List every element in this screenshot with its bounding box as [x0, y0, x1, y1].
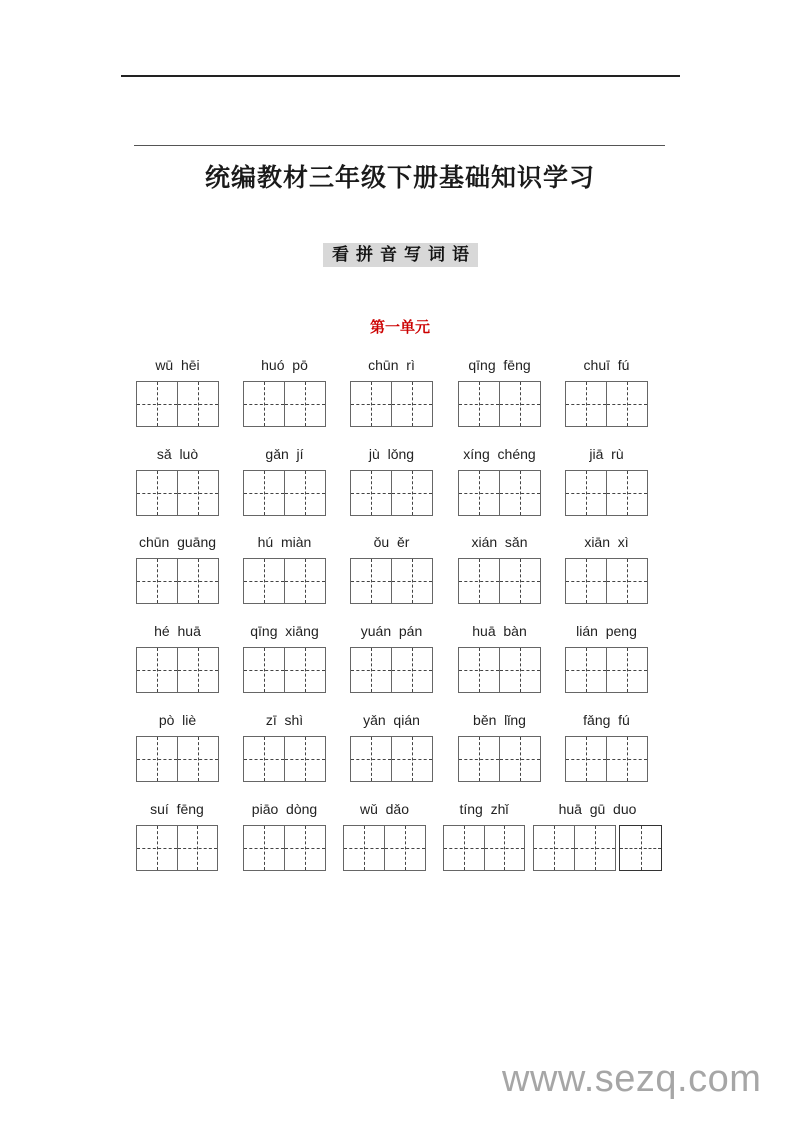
writing-grid[interactable]	[136, 647, 219, 693]
pinyin-label: xiān xì	[584, 534, 629, 550]
tianzige-cell[interactable]	[284, 737, 325, 781]
pinyin-label: suí fēng	[150, 801, 204, 817]
tianzige-cell[interactable]	[137, 826, 177, 870]
pinyin-label: jù lǒng	[368, 446, 415, 462]
pinyin-label: wǔ dǎo	[359, 801, 410, 817]
tianzige-cell[interactable]	[344, 826, 384, 870]
writing-grid[interactable]	[350, 558, 433, 604]
tianzige-cell[interactable]	[351, 471, 391, 515]
pinyin-label: huó pō	[261, 357, 308, 373]
tianzige-cell[interactable]	[177, 737, 218, 781]
tianzige-cell[interactable]	[459, 559, 499, 603]
writing-grid[interactable]	[443, 825, 525, 871]
writing-grid[interactable]	[243, 825, 326, 871]
tianzige-cell[interactable]	[177, 471, 218, 515]
tianzige-cell[interactable]	[137, 471, 177, 515]
tianzige-cell[interactable]	[606, 559, 647, 603]
tianzige-cell[interactable]	[244, 559, 284, 603]
pinyin-label: yuán pán	[360, 623, 423, 639]
writing-grid-extra[interactable]	[619, 825, 662, 871]
writing-grid[interactable]	[565, 558, 648, 604]
tianzige-cell[interactable]	[351, 382, 391, 426]
writing-grid[interactable]	[136, 736, 219, 782]
tianzige-cell[interactable]	[459, 737, 499, 781]
tianzige-cell[interactable]	[566, 471, 606, 515]
writing-grid[interactable]	[458, 736, 541, 782]
writing-grid[interactable]	[565, 381, 648, 427]
tianzige-cell[interactable]	[499, 559, 540, 603]
tianzige-cell[interactable]	[444, 826, 484, 870]
pinyin-label: chūn rì	[368, 357, 415, 373]
tianzige-cell[interactable]	[459, 471, 499, 515]
writing-grid[interactable]	[533, 825, 616, 871]
tianzige-cell[interactable]	[177, 826, 218, 870]
writing-grid[interactable]	[350, 470, 433, 516]
tianzige-cell[interactable]	[574, 826, 615, 870]
tianzige-cell[interactable]	[484, 826, 525, 870]
writing-grid[interactable]	[243, 470, 326, 516]
page-title: 统编教材三年级下册基础知识学习	[204, 163, 595, 192]
pinyin-label: qīng xiāng	[250, 623, 319, 639]
tianzige-cell[interactable]	[566, 382, 606, 426]
pinyin-label: piāo dòng	[251, 801, 318, 817]
pinyin-label: xíng chéng	[463, 446, 536, 462]
tianzige-cell[interactable]	[566, 737, 606, 781]
writing-grid[interactable]	[350, 736, 433, 782]
writing-grid[interactable]	[243, 736, 326, 782]
pinyin-label: zī shì	[265, 712, 304, 728]
tianzige-cell[interactable]	[351, 559, 391, 603]
pinyin-label: hé huā	[154, 623, 201, 639]
pinyin-label: chuī fú	[583, 357, 630, 373]
pinyin-label: sǎ luò	[156, 446, 199, 462]
tianzige-cell[interactable]	[351, 737, 391, 781]
pinyin-label: lián peng	[576, 623, 637, 639]
tianzige-cell[interactable]	[284, 826, 325, 870]
pinyin-label: gǎn jí	[265, 446, 304, 462]
writing-grid[interactable]	[243, 558, 326, 604]
tianzige-cell[interactable]	[384, 826, 425, 870]
writing-grid[interactable]	[458, 647, 541, 693]
tianzige-cell[interactable]	[244, 826, 284, 870]
tianzige-cell[interactable]	[499, 648, 540, 692]
pinyin-label: chūn guāng	[138, 534, 217, 550]
pinyin-label: huā bàn	[472, 623, 527, 639]
tianzige-cell[interactable]	[499, 382, 540, 426]
pinyin-label: huā gū duo	[558, 801, 637, 817]
tianzige-cell[interactable]	[391, 471, 432, 515]
writing-grid[interactable]	[136, 558, 219, 604]
title-rule	[134, 145, 665, 146]
writing-grid[interactable]	[565, 647, 648, 693]
writing-grid[interactable]	[458, 470, 541, 516]
pinyin-label: hú miàn	[257, 534, 312, 550]
tianzige-cell[interactable]	[244, 648, 284, 692]
tianzige-cell[interactable]	[284, 559, 325, 603]
pinyin-label: qīng fēng	[468, 357, 531, 373]
writing-grid[interactable]	[350, 381, 433, 427]
pinyin-label: xián sǎn	[471, 534, 528, 550]
tianzige-cell[interactable]	[137, 559, 177, 603]
tianzige-cell[interactable]	[391, 559, 432, 603]
tianzige-cell[interactable]	[284, 382, 325, 426]
tianzige-cell[interactable]	[606, 648, 647, 692]
tianzige-cell[interactable]	[606, 737, 647, 781]
tianzige-cell[interactable]	[606, 471, 647, 515]
pinyin-label: jiā rù	[589, 446, 624, 462]
tianzige-cell[interactable]	[499, 471, 540, 515]
pinyin-label: běn lǐng	[473, 712, 526, 728]
pinyin-label: wū hēi	[155, 357, 200, 373]
tianzige-cell[interactable]	[137, 382, 177, 426]
tianzige-cell[interactable]	[566, 648, 606, 692]
writing-grid[interactable]	[350, 647, 433, 693]
watermark: www.sezq.com	[502, 1058, 762, 1100]
writing-grid[interactable]	[243, 381, 326, 427]
pinyin-label: fǎng fú	[583, 712, 630, 728]
tianzige-cell[interactable]	[620, 826, 661, 870]
tianzige-cell[interactable]	[459, 648, 499, 692]
tianzige-cell[interactable]	[391, 648, 432, 692]
tianzige-cell[interactable]	[499, 737, 540, 781]
writing-grid[interactable]	[136, 381, 219, 427]
tianzige-cell[interactable]	[244, 382, 284, 426]
pinyin-label: pò liè	[158, 712, 197, 728]
tianzige-cell[interactable]	[459, 382, 499, 426]
tianzige-cell[interactable]	[177, 559, 218, 603]
tianzige-cell[interactable]	[137, 648, 177, 692]
tianzige-cell[interactable]	[244, 737, 284, 781]
tianzige-cell[interactable]	[284, 648, 325, 692]
writing-grid[interactable]	[243, 647, 326, 693]
tianzige-cell[interactable]	[391, 737, 432, 781]
tianzige-cell[interactable]	[391, 382, 432, 426]
writing-grid[interactable]	[136, 825, 218, 871]
tianzige-cell[interactable]	[177, 648, 218, 692]
writing-grid[interactable]	[565, 736, 648, 782]
tianzige-cell[interactable]	[566, 559, 606, 603]
tianzige-cell[interactable]	[137, 737, 177, 781]
tianzige-cell[interactable]	[244, 471, 284, 515]
writing-grid[interactable]	[565, 470, 648, 516]
pinyin-label: ǒu ěr	[373, 534, 410, 550]
pinyin-label: yǎn qián	[363, 712, 420, 728]
writing-grid[interactable]	[136, 470, 219, 516]
pinyin-label: tíng zhǐ	[459, 801, 509, 817]
tianzige-cell[interactable]	[351, 648, 391, 692]
tianzige-cell[interactable]	[284, 471, 325, 515]
tianzige-cell[interactable]	[534, 826, 574, 870]
unit-heading: 第一单元	[369, 318, 430, 336]
tianzige-cell[interactable]	[606, 382, 647, 426]
tianzige-cell[interactable]	[177, 382, 218, 426]
writing-grid[interactable]	[458, 381, 541, 427]
writing-grid[interactable]	[343, 825, 426, 871]
writing-grid[interactable]	[458, 558, 541, 604]
header-rule	[121, 75, 680, 77]
section-subtitle: 看拼音写词语	[323, 243, 478, 267]
